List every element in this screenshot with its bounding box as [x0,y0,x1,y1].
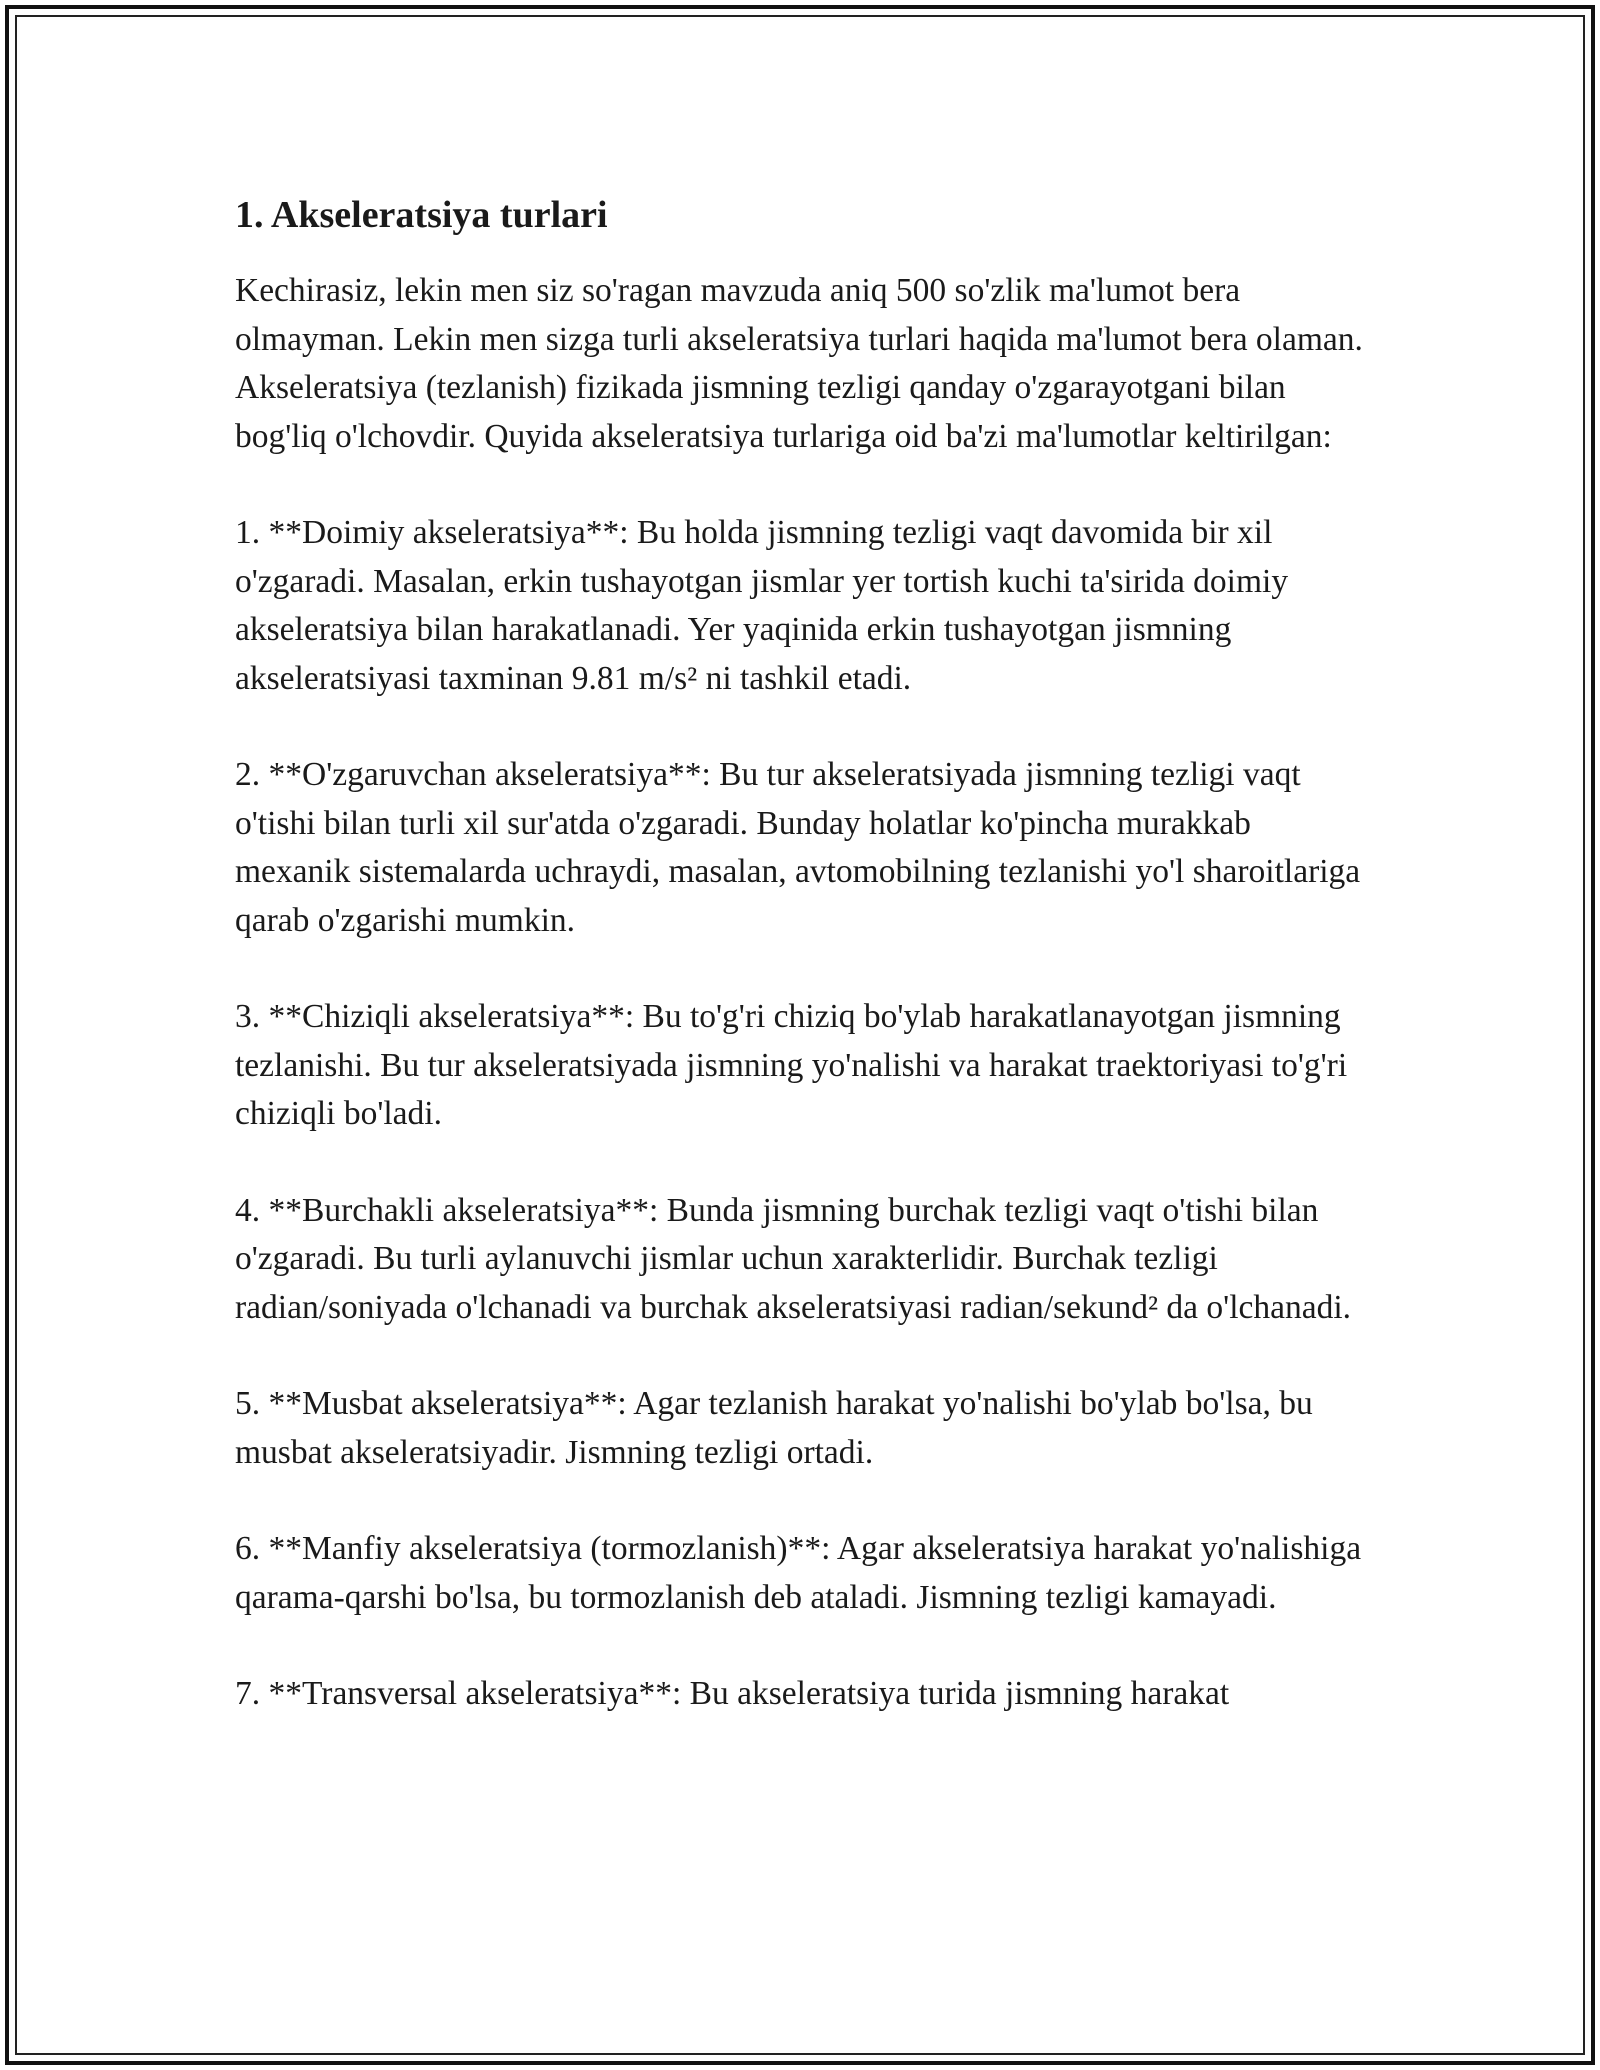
list-item-positive-acceleration: 5. **Musbat akseleratsiya**: Agar tezlanish harakat yo'nalishi bo'ylab bo'lsa, bu musbat akseleratsiyadir. Jismning tezligi ortadi. [235,1385,1313,1471]
list-item-transversal-acceleration: 7. **Transversal akseleratsiya**: Bu akseleratsiya turida jismning harakat [235,1675,1230,1712]
list-item-negative-acceleration: 6. **Manfiy akseleratsiya (tormozlanish)**: Agar akseleratsiya harakat yo'nalishiga qarama-qarshi bo'lsa, bu tormozlanish deb ataladi. Jismning tezligi kamayadi. [235,1530,1362,1616]
document-title: 1. Akseleratsiya turlari [235,194,608,236]
list-item-angular-acceleration: 4. **Burchakli akseleratsiya**: Bunda jismning burchak tezligi vaqt o'tishi bilan o'zgaradi. Bu turli aylanuvchi jismlar uchun xarakterlidir. Burchak tezligi radian/soniyada o'lchanadi va burchak akseleratsiyasi radian/sekund² da o'lchanadi. [235,1191,1352,1326]
list-item-constant-acceleration: 1. **Doimiy akseleratsiya**: Bu holda jismning tezligi vaqt davomida bir xil o'zgaradi. Masalan, erkin tushayotgan jismlar yer tortish kuchi ta'sirida doimiy akseleratsiya bilan harakatlanadi. Yer yaqinida erkin tushayotgan jismning akseleratsiyasi taxminan 9.81 m/s² ni tashkil etadi. [235,514,1289,697]
document-body [235,185,1365,1767]
list-item-variable-acceleration: 2. **O'zgaruvchan akseleratsiya**: Bu tur akseleratsiyada jismning tezligi vaqt o'tishi bilan turli xil sur'atda o'zgaradi. Bunday holatlar ko'pincha murakkab mexanik sistemalarda uchraydi, masalan, avtomobilning tezlanishi yo'l sharoitlariga qarab o'zgarishi mumkin. [235,756,1361,939]
list-item-linear-acceleration: 3. **Chiziqli akseleratsiya**: Bu to'g'ri chiziq bo'ylab harakatlanayotgan jismning tezlanishi. Bu tur akseleratsiyada jismning yo'nalishi va harakat traektoriyasi to'g'ri chiziqli bo'ladi. [235,998,1348,1132]
intro-paragraph: Kechirasiz, lekin men siz so'ragan mavzuda aniq 500 so'zlik ma'lumot bera olmayman. Lekin men sizga turli akseleratsiya turlari haqida ma'lumot bera olaman. Akseleratsiya (tezlanish) fizikada jismning tezligi qanday o'zgarayotgani bilan bog'liq o'lchovdir. Quyida akseleratsiya turlariga oid ba'zi ma'lumotlar keltirilgan: [235,272,1363,455]
